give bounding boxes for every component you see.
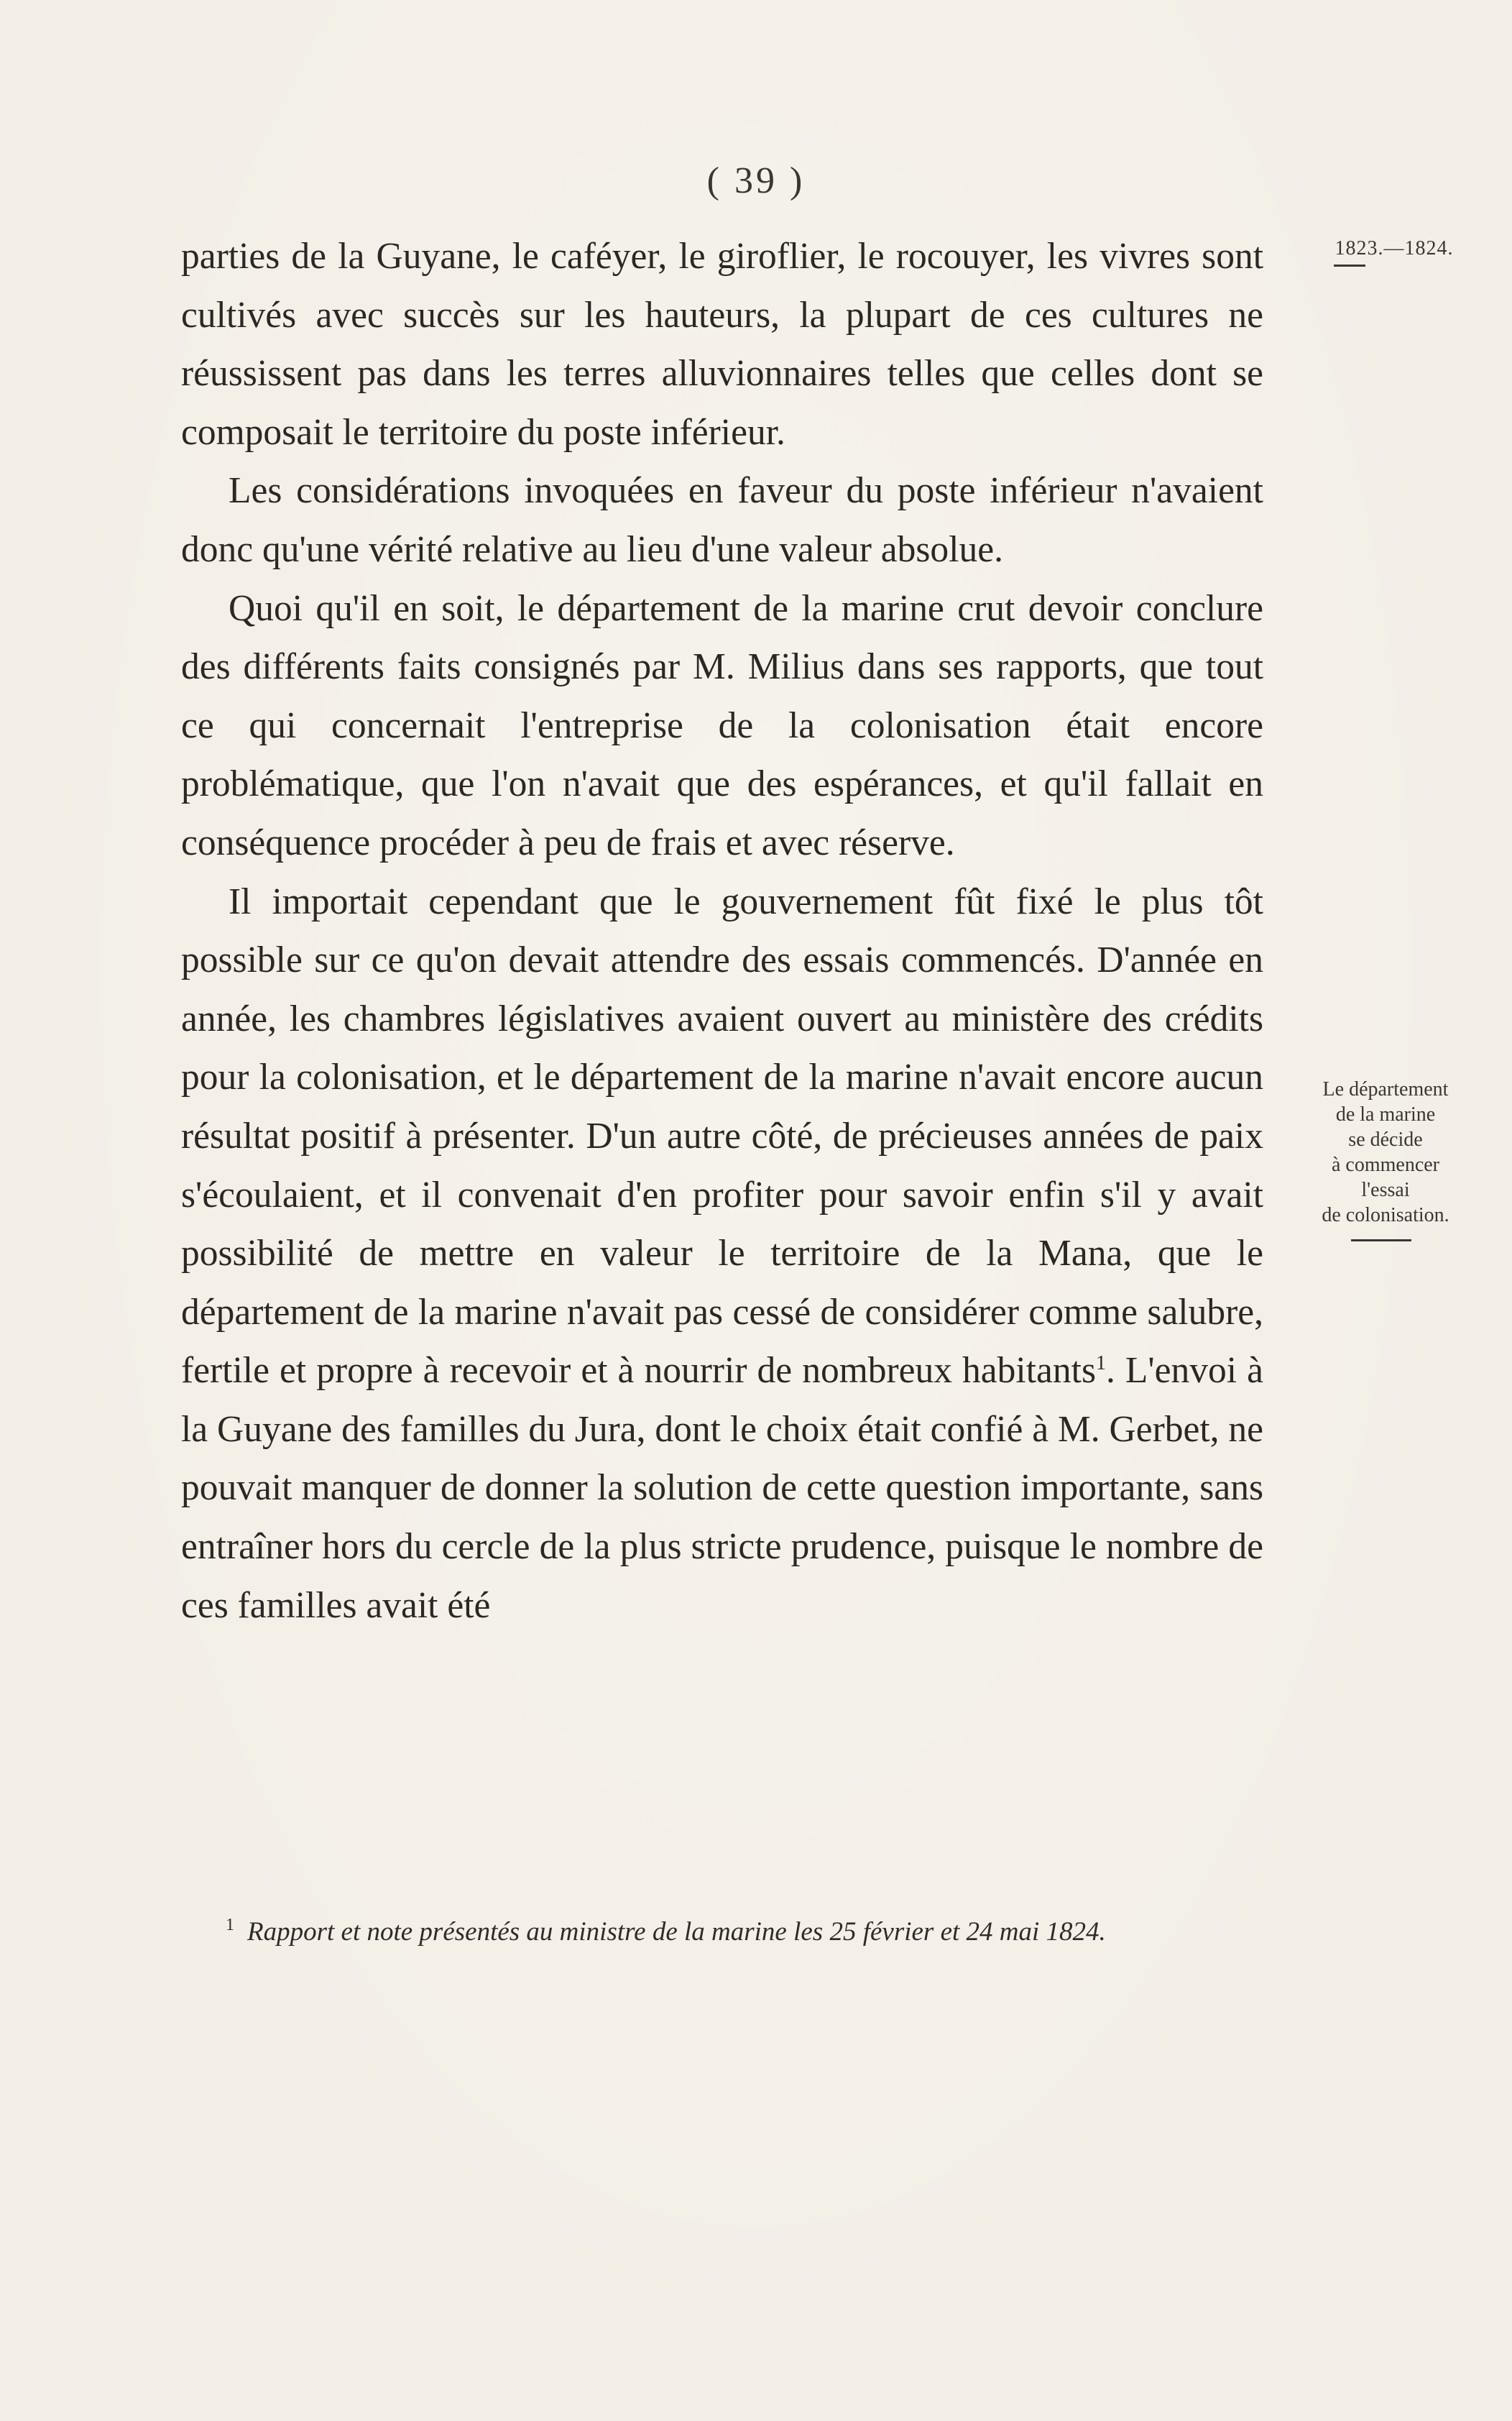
margin-date-range — [1308, 237, 1480, 267]
margin-date-dash — [1334, 265, 1365, 267]
margin-note-line: à commencer — [1331, 1154, 1440, 1176]
footnote-marker: 1 — [226, 1916, 234, 1934]
paragraph-4-part-1: Il importait cependant que le gouvernement fût fixé le plus tôt possible sur ce qu'on devait attendre des essais commencés. D'année en année, les chambres législatives avaient ouvert au ministère des crédits pour la colonisation, et le département de la marine n'avait encore aucun résultat positif à présenter. D'un autre côté, de précieuses années de paix s'écoulaient, et il convenait d'en profiter pour savoir enfin s'il y avait possibilité de mettre en valeur le territoire de la Mana, que le département de la marine n'avait pas cessé de considérer comme salubre, fertile et propre à recevoir et à nourrir de nombreux habitants — [181, 881, 1263, 1392]
margin-note-line: de la marine — [1335, 1103, 1436, 1126]
margin-note-line: se décide — [1348, 1129, 1423, 1151]
margin-date-text: 1823.—1824. — [1334, 237, 1454, 259]
margin-note-dash — [1351, 1239, 1411, 1241]
margin-note-line: Le département — [1322, 1078, 1449, 1101]
margin-note-line: l'essai — [1361, 1179, 1410, 1201]
footnote-text: Rapport et note présentés au ministre de la marine les 25 février et 24 mai 1824. — [247, 1917, 1106, 1947]
paragraph-3: Quoi qu'il en soit, le département de la marine crut devoir conclure des différents faits consignés par M. Milius dans ses rapports, que tout ce qui concernait l'entreprise de la colonisation était encore problématique, que l'on n'avait que des espérances, et qu'il fallait en conséquence procéder à peu de frais et avec réserve. — [181, 587, 1263, 863]
paragraph-4 — [181, 873, 1263, 1635]
margin-note-line: de colonisation. — [1322, 1204, 1449, 1226]
paragraph-2: Les considérations invoquées en faveur du poste inférieur n'avaient donc qu'une vérité relative au lieu d'une valeur absolue. — [181, 470, 1263, 570]
page-number: ( 39 ) — [706, 160, 806, 201]
footnote — [181, 1912, 1263, 1952]
paragraph-1: parties de la Guyane, le caféyer, le giroflier, le rocouyer, les vivres sont cultivés avec succès sur les hauteurs, la plupart de ces cultures ne réussissent pas dans les terres alluvionnaires telles que celles dont se composait le territoire du poste inférieur. — [181, 236, 1263, 453]
main-text-block — [181, 227, 1263, 1635]
margin-note — [1278, 1077, 1493, 1241]
footnote-reference: 1 — [1096, 1352, 1106, 1375]
paragraph-4-part-2: . L'envoi à la Guyane des familles du Jura, dont le choix était confié à M. Gerbet, ne pouvait manquer de donner la solution de cette question importante, sans entraîner hors du cercle de la plus stricte prudence, puisque le nombre de ces familles avait été — [181, 1350, 1263, 1626]
